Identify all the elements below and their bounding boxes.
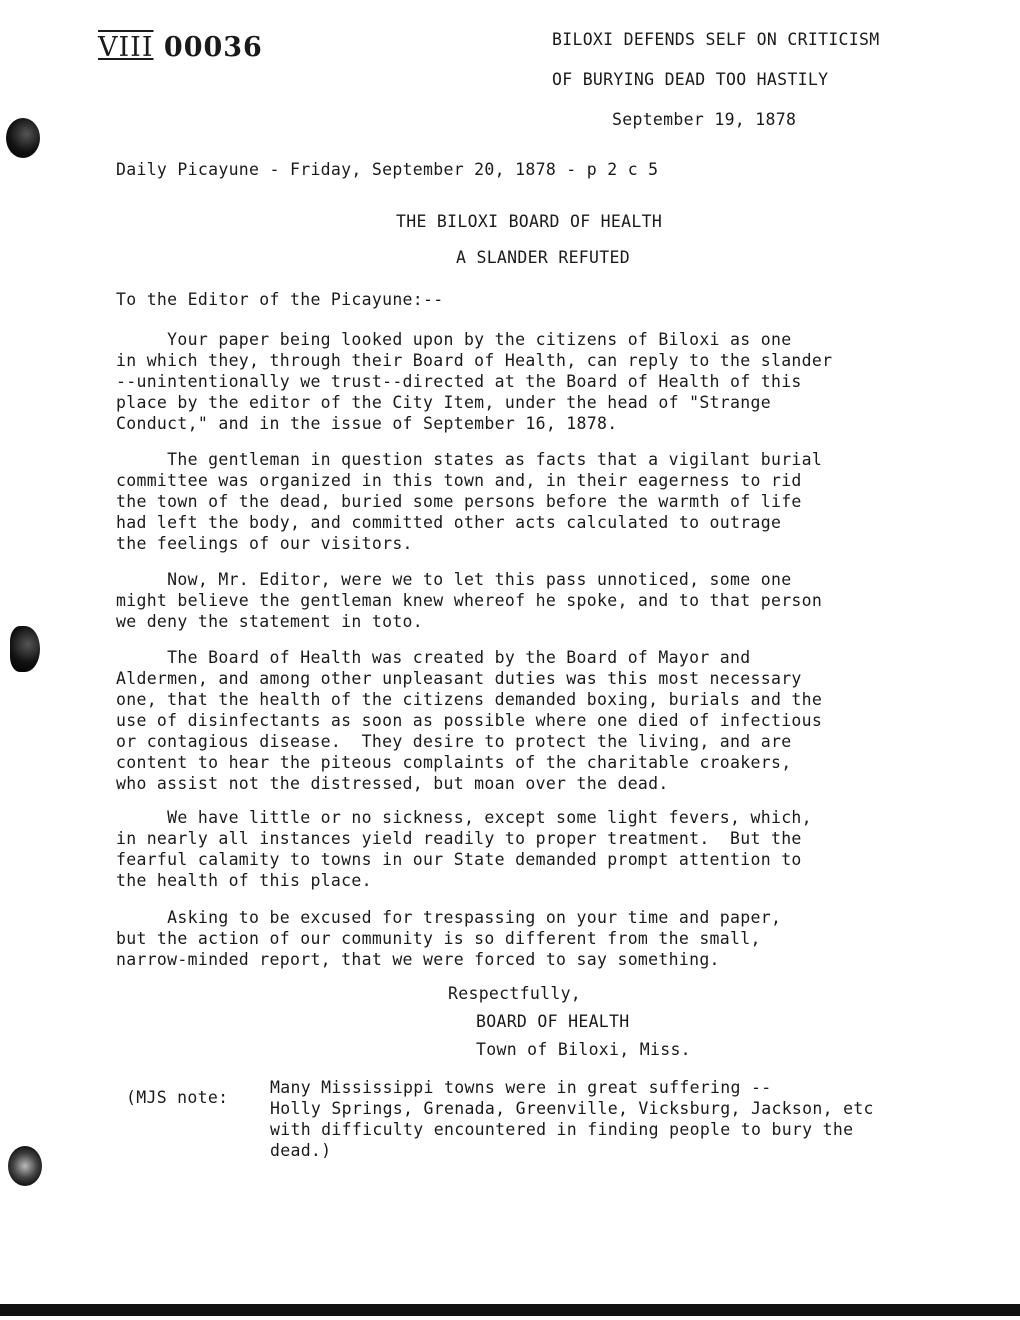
scan-edge-bar — [0, 1304, 1020, 1316]
paragraph-line: but the action of our community is so different from the small, — [116, 929, 761, 948]
paragraph-line: The Board of Health was created by the Board of Mayor and — [116, 648, 751, 667]
paragraph-line: the health of this place. — [116, 871, 372, 890]
paragraph-line: Asking to be excused for trespassing on your time and paper, — [116, 908, 782, 927]
code-number: 00036 — [163, 32, 263, 63]
paragraph-line: we deny the statement in toto. — [116, 612, 424, 631]
headline-date: September 19, 1878 — [612, 110, 797, 129]
closing: Respectfully, — [448, 984, 582, 1003]
paragraph-line: Aldermen, and among other unpleasant duties was this most necessary — [116, 669, 802, 688]
punch-hole-top — [6, 118, 40, 158]
note-line: Many Mississippi towns were in great suffering -- — [270, 1078, 772, 1097]
signature-line-2: Town of Biloxi, Miss. — [476, 1040, 691, 1059]
paragraph-line: in which they, through their Board of Health, can reply to the slander — [116, 351, 833, 370]
headline-line-2: OF BURYING DEAD TOO HASTILY — [552, 70, 829, 89]
paragraph-line: fearful calamity to towns in our State demanded prompt attention to — [116, 850, 802, 869]
signature-line-1: BOARD OF HEALTH — [476, 1012, 630, 1031]
paragraph-line: Conduct," and in the issue of September 16, 1878. — [116, 414, 618, 433]
paragraph-line: Now, Mr. Editor, were we to let this pass unnoticed, some one — [116, 570, 792, 589]
paragraph-line: might believe the gentleman knew whereof he spoke, and to that person — [116, 591, 823, 610]
paragraph-line: place by the editor of the City Item, under the head of "Strange — [116, 393, 771, 412]
paragraph-line: --unintentionally we trust--directed at the Board of Health of this — [116, 372, 802, 391]
paragraph-line: committee was organized in this town and, in their eagerness to rid — [116, 471, 802, 490]
paragraph-line: content to hear the piteous complaints of the charitable croakers, — [116, 753, 792, 772]
document-code — [98, 32, 263, 63]
paragraph-line: Your paper being looked upon by the citizens of Biloxi as one — [116, 330, 792, 349]
salutation: To the Editor of the Picayune:-- — [116, 290, 444, 309]
paragraph-line: the town of the dead, buried some persons before the warmth of life — [116, 492, 802, 511]
paragraph-line: The gentleman in question states as facts that a vigilant burial — [116, 450, 823, 469]
code-roman: VIII — [98, 32, 154, 63]
article-title: THE BILOXI BOARD OF HEALTH — [396, 212, 663, 231]
paragraph-line: narrow-minded report, that we were forced to say something. — [116, 950, 720, 969]
paragraph-line: the feelings of our visitors. — [116, 534, 413, 553]
note-label: (MJS note: — [126, 1088, 229, 1107]
paragraph-line: in nearly all instances yield readily to proper treatment. But the — [116, 829, 802, 848]
note-line: dead.) — [270, 1141, 332, 1160]
paragraph-line: use of disinfectants as soon as possible where one died of infectious — [116, 711, 823, 730]
article-subtitle: A SLANDER REFUTED — [456, 248, 630, 267]
paragraph-line: or contagious disease. They desire to protect the living, and are — [116, 732, 792, 751]
note-line: Holly Springs, Grenada, Greenville, Vicksburg, Jackson, etc — [270, 1099, 874, 1118]
source-citation: Daily Picayune - Friday, September 20, 1878 - p 2 c 5 — [116, 160, 659, 179]
paragraph-line: one, that the health of the citizens demanded boxing, burials and the — [116, 690, 823, 709]
note-line: with difficulty encountered in finding people to bury the — [270, 1120, 854, 1139]
punch-hole-middle — [10, 626, 40, 672]
headline-line-1: BILOXI DEFENDS SELF ON CRITICISM — [552, 30, 880, 49]
paragraph-line: who assist not the distressed, but moan over the dead. — [116, 774, 669, 793]
paragraph-line: We have little or no sickness, except some light fevers, which, — [116, 808, 812, 827]
paragraph-line: had left the body, and committed other acts calculated to outrage — [116, 513, 782, 532]
punch-hole-bottom — [8, 1146, 42, 1186]
